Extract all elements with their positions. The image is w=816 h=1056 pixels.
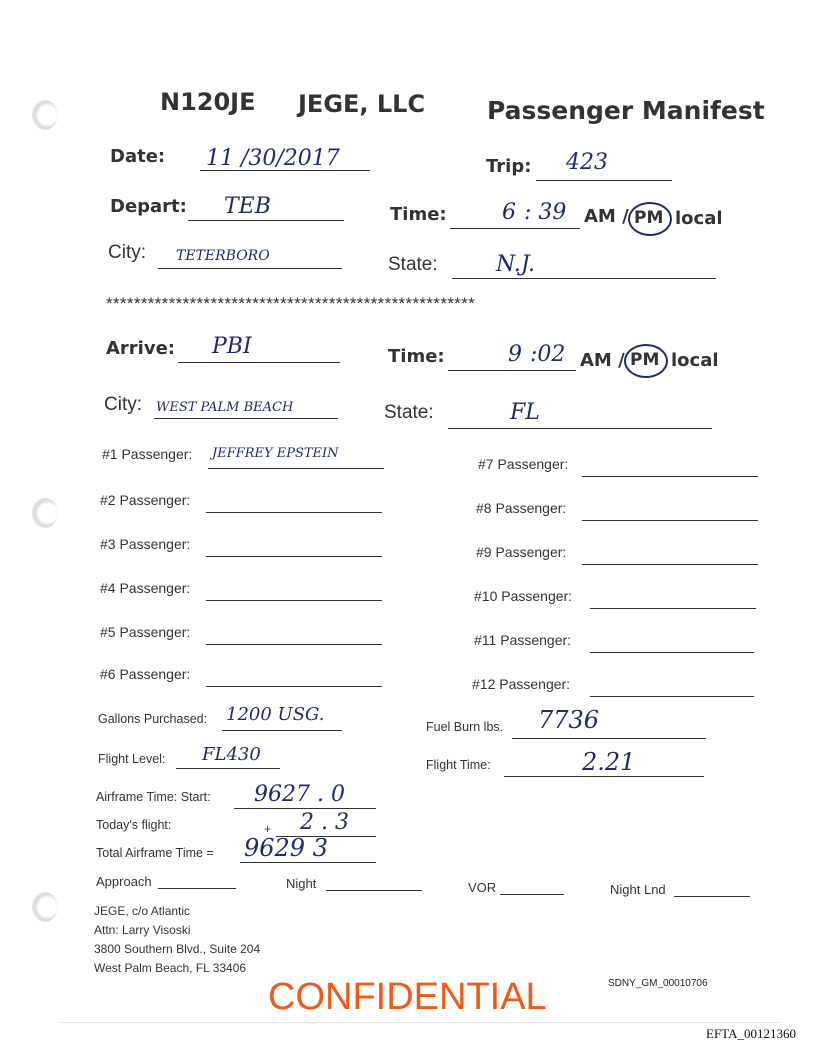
passenger-8-line[interactable] xyxy=(582,520,758,521)
arrive-time-hour[interactable]: 9 xyxy=(508,342,522,367)
depart-am-label: AM / xyxy=(584,206,629,227)
total-airframe-label: Total Airframe Time = xyxy=(96,846,214,860)
approach-line[interactable] xyxy=(158,888,236,889)
airframe-start-label: Airframe Time: Start: xyxy=(96,790,211,804)
flight-time-value[interactable]: 2.21 xyxy=(582,748,636,776)
passenger-6-line[interactable] xyxy=(206,686,382,687)
depart-state-value[interactable]: N.J. xyxy=(496,252,535,277)
passenger-7-label: #7 Passenger: xyxy=(478,456,569,472)
punch-hole-bottom xyxy=(32,892,58,922)
passenger-1-label: #1 Passenger: xyxy=(102,446,193,462)
tail-number: N120JE xyxy=(160,88,256,116)
todays-flight-label: Today's flight: xyxy=(96,818,172,832)
fuel-burn-value[interactable]: 7736 xyxy=(538,706,600,734)
depart-state-line xyxy=(452,278,716,279)
arrive-city-line xyxy=(154,418,338,419)
gallons-line xyxy=(222,730,342,731)
date-value[interactable]: 11 /30/2017 xyxy=(206,146,340,171)
passenger-3-label: #3 Passenger: xyxy=(100,536,191,552)
vor-label: VOR xyxy=(468,880,497,895)
approach-label: Approach xyxy=(96,874,152,889)
company-name: JEGE, LLC xyxy=(298,90,426,118)
depart-local-label: local xyxy=(675,208,723,229)
arrive-city-label: City: xyxy=(104,394,142,415)
arrive-pm-label[interactable]: PM xyxy=(630,350,660,370)
depart-time-hour[interactable]: 6 xyxy=(502,200,516,225)
passenger-4-line[interactable] xyxy=(206,600,382,601)
fuel-burn-label: Fuel Burn lbs. xyxy=(426,720,504,734)
passenger-2-line[interactable] xyxy=(206,512,382,513)
flight-time-line xyxy=(504,776,704,777)
airframe-start-value[interactable]: 9627 . 0 xyxy=(254,782,345,807)
passenger-5-line[interactable] xyxy=(206,644,382,645)
passenger-5-label: #5 Passenger: xyxy=(100,624,191,640)
trip-value[interactable]: 423 xyxy=(566,150,608,175)
night-lnd-label: Night Lnd xyxy=(610,882,666,897)
depart-pm-label[interactable]: PM xyxy=(634,208,664,228)
depart-time-line xyxy=(450,228,580,229)
night-line[interactable] xyxy=(326,890,422,891)
flight-level-value[interactable]: FL430 xyxy=(202,744,261,765)
address-line-1: JEGE, c/o Atlantic xyxy=(94,904,191,918)
depart-value[interactable]: TEB xyxy=(224,194,271,219)
arrive-line xyxy=(178,362,340,363)
punch-hole-top xyxy=(32,100,58,130)
trip-line xyxy=(536,180,672,181)
confidential-stamp: CONFIDENTIAL xyxy=(268,976,547,1018)
address-line-2: Attn: Larry Visoski xyxy=(94,923,191,937)
fuel-burn-line xyxy=(512,738,706,739)
depart-state-label: State: xyxy=(388,254,438,275)
page-title: Passenger Manifest xyxy=(487,96,765,125)
vor-line[interactable] xyxy=(500,894,564,895)
depart-time-label: Time: xyxy=(390,204,447,225)
depart-label: Depart: xyxy=(110,196,187,217)
flight-level-label: Flight Level: xyxy=(98,752,166,766)
passenger-4-label: #4 Passenger: xyxy=(100,580,191,596)
separator-stars: ***************************************************** xyxy=(106,294,476,313)
date-label: Date: xyxy=(110,146,166,167)
passenger-2-label: #2 Passenger: xyxy=(100,492,191,508)
arrive-time-line xyxy=(448,370,576,371)
arrive-state-value[interactable]: FL xyxy=(510,400,540,425)
airframe-start-line xyxy=(234,808,376,809)
arrive-state-label: State: xyxy=(384,402,434,423)
punch-hole-middle xyxy=(32,498,58,528)
total-airframe-value[interactable]: 9629 3 xyxy=(244,834,328,862)
arrive-time-label: Time: xyxy=(388,346,445,367)
todays-flight-plus: + xyxy=(264,822,272,836)
flight-level-line xyxy=(176,768,280,769)
arrive-state-line xyxy=(448,428,712,429)
passenger-12-label: #12 Passenger: xyxy=(472,676,571,692)
night-lnd-line[interactable] xyxy=(674,896,750,897)
todays-flight-value[interactable]: 2 . 3 xyxy=(300,810,349,835)
arrive-local-label: local xyxy=(671,350,719,371)
depart-city-line xyxy=(158,268,342,269)
footer-divider xyxy=(60,1022,780,1023)
passenger-11-label: #11 Passenger: xyxy=(474,632,572,648)
address-line-4: West Palm Beach, FL 33406 xyxy=(94,961,247,975)
passenger-10-line[interactable] xyxy=(590,608,756,609)
arrive-time-minute[interactable]: :02 xyxy=(530,342,566,367)
depart-line xyxy=(188,220,344,221)
passenger-1-name[interactable]: JEFFREY EPSTEIN xyxy=(212,446,339,461)
passenger-6-label: #6 Passenger: xyxy=(100,666,191,682)
address-line-3: 3800 Southern Blvd., Suite 204 xyxy=(94,942,261,956)
arrive-value[interactable]: PBI xyxy=(212,334,252,359)
arrive-label: Arrive: xyxy=(106,338,175,359)
flight-time-label: Flight Time: xyxy=(426,758,491,772)
depart-city-value[interactable]: TETERBORO xyxy=(176,248,270,264)
document-reference: SDNY_GM_00010706 xyxy=(608,978,708,989)
passenger-1-line xyxy=(208,468,384,469)
passenger-12-line[interactable] xyxy=(590,696,754,697)
depart-time-minute[interactable]: : 39 xyxy=(524,200,567,225)
passenger-10-label: #10 Passenger: xyxy=(474,588,573,604)
total-airframe-line xyxy=(240,862,376,863)
passenger-8-label: #8 Passenger: xyxy=(476,500,567,516)
arrive-am-label: AM / xyxy=(580,350,625,371)
arrive-city-value[interactable]: WEST PALM BEACH xyxy=(156,400,294,415)
night-label: Night xyxy=(286,876,317,891)
passenger-9-line[interactable] xyxy=(582,564,758,565)
gallons-label: Gallons Purchased: xyxy=(98,712,208,726)
passenger-3-line[interactable] xyxy=(206,556,382,557)
gallons-value[interactable]: 1200 USG. xyxy=(226,704,325,725)
passenger-7-line[interactable] xyxy=(582,476,758,477)
bates-number: EFTA_00121360 xyxy=(706,1026,796,1041)
depart-city-label: City: xyxy=(108,242,146,263)
passenger-9-label: #9 Passenger: xyxy=(476,544,567,560)
trip-label: Trip: xyxy=(486,156,532,177)
passenger-11-line[interactable] xyxy=(590,652,754,653)
